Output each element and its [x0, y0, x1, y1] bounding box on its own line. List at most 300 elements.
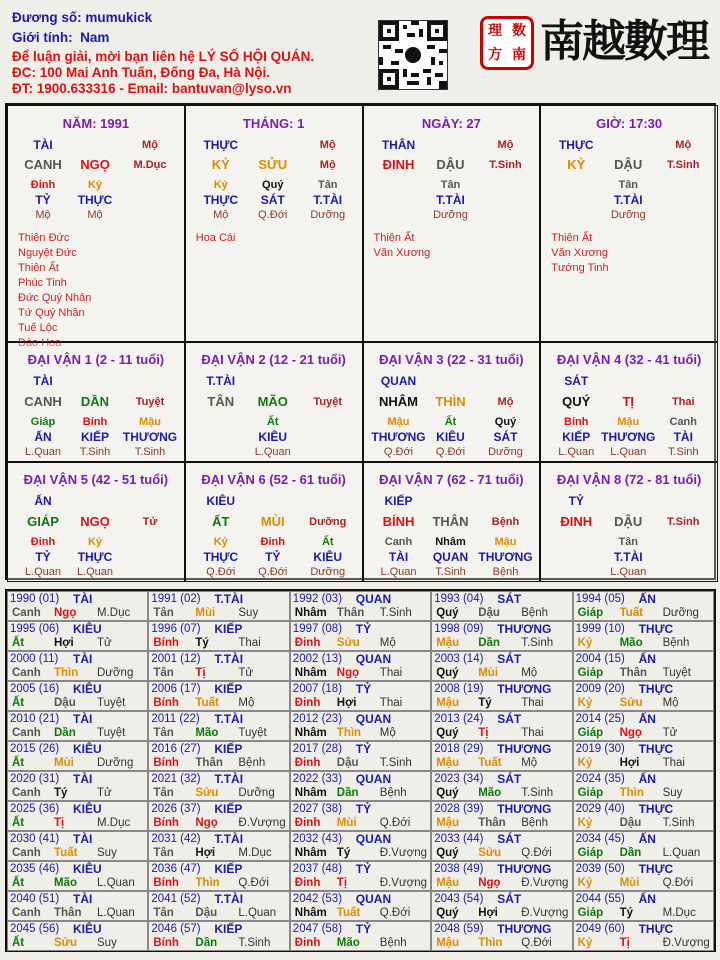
year-stem: Giáp [577, 727, 604, 739]
year-cell [573, 771, 714, 801]
year-stem: Kỷ [577, 877, 593, 889]
pillar-star: Hoa Cái [195, 232, 236, 244]
year-label: 2022 (33) [292, 773, 343, 785]
year-ten-god: THỰC [638, 802, 674, 816]
year-label: 2020 (31) [10, 773, 60, 785]
hidden-ten-god: THỰC [203, 193, 239, 207]
year-ten-god: TÀI [73, 712, 93, 726]
year-cell [431, 861, 572, 891]
luck-title: ĐẠI VẬN 5 (42 - 51 tuổi) [23, 472, 169, 487]
year-stage: Đ.Vượng [379, 877, 427, 889]
year-stem: Giáp [577, 847, 604, 859]
year-label: 1995 (06) [10, 623, 60, 635]
pillar-1 [7, 105, 185, 349]
year-label: 2036 (47) [151, 863, 201, 875]
year-stem: Mậu [436, 757, 460, 769]
year-stem: Mậu [436, 697, 460, 709]
year-label: 2003 (14) [434, 653, 484, 665]
year-ten-god: TỶ [355, 682, 372, 696]
hidden-stem: Mậu [617, 416, 640, 428]
year-ten-god: QUAN [355, 712, 392, 726]
pillar-4 [540, 105, 718, 342]
luck-stem: GIÁP [27, 514, 59, 529]
hidden-stem: Quý [262, 179, 284, 191]
hidden-stage: L.Quan [610, 566, 647, 578]
year-branch: Tị [478, 727, 489, 739]
year-stem: Giáp [577, 787, 604, 799]
year-ten-god: THƯƠNG [497, 922, 552, 936]
year-stage: Mộ [379, 727, 396, 739]
luck-pillar-7 [363, 462, 541, 582]
year-branch: Sửu [336, 637, 360, 649]
year-branch: Tị [336, 877, 348, 889]
year-branch: Mùi [478, 667, 498, 679]
year-branch: Tuất [336, 907, 361, 919]
luck-ten-god: SÁT [564, 374, 589, 388]
contact-line: Để luận giải, mời bạn liên hệ LÝ SỐ HỘI QUÁN. [12, 49, 315, 64]
year-stem: Giáp [577, 667, 604, 679]
year-cell [7, 621, 148, 651]
year-label: 2030 (41) [10, 833, 60, 845]
pillar-2 [185, 105, 363, 342]
hidden-stem: Kỷ [87, 536, 103, 548]
year-branch: Tý [336, 847, 351, 859]
year-stage: Q.Đới [238, 877, 269, 889]
year-ten-god: ẤN [638, 772, 656, 786]
year-ten-god: TÀI [73, 892, 93, 906]
year-label: 2028 (39) [434, 803, 484, 815]
year-ten-god: ẤN [638, 592, 656, 606]
year-cell [431, 921, 572, 951]
year-ten-god: THỰC [638, 862, 674, 876]
hidden-stem: Ất [321, 536, 334, 548]
year-cell [148, 741, 289, 771]
year-stem: Quý [436, 607, 459, 619]
hidden-stage: T.Sinh [79, 446, 111, 458]
year-ten-god: TÀI [73, 832, 93, 846]
year-branch: Mùi [619, 877, 640, 889]
pillar-star: Tuế Lộc [18, 322, 58, 334]
year-stem: Canh [12, 907, 41, 919]
luck-pillar-3 [363, 342, 541, 462]
year-stage: Mộ [521, 667, 538, 679]
luck-ten-god: ẤN [34, 494, 52, 508]
pillar-title: NGÀY: 27 [421, 116, 481, 131]
pillar-branch: DẬU [614, 157, 643, 172]
year-stem: Đinh [294, 757, 321, 769]
luck-pillar-2 [185, 342, 363, 462]
year-stage: T.Sinh [662, 817, 695, 829]
year-cell [7, 711, 148, 741]
hidden-ten-god: SÁT [260, 193, 285, 207]
year-ten-god: KIẾP [214, 742, 243, 756]
hidden-stem: Tân [440, 179, 461, 191]
luck-stem: CANH [24, 394, 62, 409]
hidden-stem: Giáp [30, 416, 56, 428]
year-label: 2027 (38) [292, 803, 343, 815]
pillar-ten-god: THỰC [558, 138, 594, 152]
year-stem: Bính [153, 757, 179, 769]
year-label: 1994 (05) [575, 593, 625, 605]
year-cell [148, 681, 289, 711]
pillar-stem: ĐINH [382, 157, 415, 172]
year-cell [573, 621, 714, 651]
year-ten-god: TỶ [355, 922, 372, 936]
hidden-stage: L.Quan [254, 446, 291, 458]
hidden-stage: L.Quan [610, 446, 647, 458]
pillar-ten-god: THÂN [381, 138, 416, 152]
year-label: 2018 (29) [434, 743, 484, 755]
year-cell [148, 591, 289, 621]
brand-logo: 南越數理 [540, 16, 708, 67]
luck-stage: Tử [142, 516, 158, 528]
hidden-ten-god: KIẾP [80, 430, 109, 444]
hidden-stem: Mậu [139, 416, 161, 428]
year-cell [573, 861, 714, 891]
year-stage: Tuyệt [97, 727, 126, 739]
year-ten-god: KIẾP [214, 622, 243, 636]
hidden-ten-god: THƯƠNG [478, 550, 533, 564]
year-stage: Thai [662, 757, 685, 769]
pillar-stem: KỶ [567, 157, 586, 172]
year-cell [7, 771, 148, 801]
year-cell [290, 801, 431, 831]
year-stem: Nhâm [294, 667, 327, 679]
year-branch: Sửu [54, 937, 78, 949]
luck-stem: ẤT [212, 514, 230, 529]
year-stem: Kỷ [577, 697, 593, 709]
pillar-star: Thiên Ất [18, 262, 59, 274]
hidden-stage: Q.Đới [258, 566, 288, 578]
pillar-3 [363, 105, 541, 342]
year-stem: Tân [153, 907, 174, 919]
luck-branch: MÃO [257, 394, 288, 409]
year-label: 2034 (45) [575, 833, 625, 845]
year-cell [290, 711, 431, 741]
year-ten-god: KIÊU [73, 622, 102, 636]
hidden-stem: Bính [564, 416, 589, 428]
hidden-ten-god: THƯƠNG [371, 430, 426, 444]
qr-code [378, 20, 448, 90]
hidden-stem: Đinh [30, 179, 56, 191]
year-stage: M.Dục [97, 817, 131, 829]
year-ten-god: THƯƠNG [497, 622, 552, 636]
year-stage: Suy [97, 847, 117, 859]
year-ten-god: KIÊU [73, 802, 102, 816]
year-cell [431, 831, 572, 861]
year-ten-god: KIẾP [214, 862, 243, 876]
year-ten-god: THƯƠNG [497, 802, 552, 816]
year-label: 2011 (22) [151, 713, 200, 725]
year-label: 2041 (52) [151, 893, 201, 905]
year-label: 1992 (03) [292, 593, 343, 605]
year-stem: Canh [12, 607, 41, 619]
year-label: 2000 (11) [10, 653, 59, 665]
year-stage: Mộ [662, 697, 679, 709]
year-ten-god: SÁT [497, 892, 522, 906]
year-stem: Quý [436, 907, 459, 919]
year-label: 2033 (44) [434, 833, 484, 845]
year-branch: Tý [195, 637, 209, 649]
hidden-stem: Đinh [30, 536, 56, 548]
hidden-ten-god: THƯƠNG [601, 430, 656, 444]
year-branch: Thìn [478, 937, 503, 949]
hidden-ten-god: TỶ [35, 550, 51, 564]
gender-label: Giới tính: [12, 30, 73, 45]
year-cell [573, 651, 714, 681]
owner-value: mumukick [85, 10, 153, 25]
year-stage: Q.Đới [662, 877, 694, 889]
year-ten-god: TÀI [73, 592, 93, 606]
year-branch: Thân [619, 667, 648, 679]
hidden-stage: Q.Đới [435, 446, 466, 458]
pillar-stage: Mộ [319, 159, 336, 171]
luck-stage: Thai [671, 396, 695, 408]
year-cell [573, 741, 714, 771]
year-ten-god: KIẾP [214, 802, 243, 816]
year-cell [148, 831, 289, 861]
luck-pillar-4 [540, 342, 718, 462]
gender-value: Nam [80, 30, 110, 45]
year-stage: Thai [379, 667, 403, 679]
luck-branch: DẬU [614, 514, 643, 529]
luck-pillar-6 [185, 462, 363, 582]
year-cell [290, 651, 431, 681]
year-branch: Tý [478, 697, 492, 709]
luck-branch: NGỌ [80, 514, 110, 529]
pillar-star: Tứ Quý Nhân [18, 307, 85, 319]
year-stage: Dưỡng [97, 757, 134, 769]
year-stem: Đinh [294, 877, 321, 889]
hidden-stem: Mậu [387, 416, 410, 428]
year-stage: Tuyệt [238, 727, 267, 739]
year-label: 2047 (58) [292, 923, 343, 935]
year-stem: Quý [436, 847, 459, 859]
year-stage: Q.Đới [379, 907, 411, 919]
year-label: 2043 (54) [434, 893, 484, 905]
hidden-ten-god: KIẾP [562, 430, 591, 444]
year-cell [7, 681, 148, 711]
year-ten-god: QUAN [355, 652, 392, 666]
year-branch: Thân [336, 607, 365, 619]
hidden-stem: Canh [384, 536, 413, 548]
year-ten-god: KIÊU [73, 922, 102, 936]
year-stem: Ất [12, 817, 25, 829]
luck-ten-god: T.TÀI [206, 374, 236, 388]
year-label: 1993 (04) [434, 593, 484, 605]
hidden-stage: Dưỡng [488, 446, 523, 458]
luck-stage: Mộ [497, 396, 514, 408]
year-ten-god: ẤN [638, 892, 656, 906]
seal-glyph: 南 [512, 47, 526, 63]
hidden-stage: Bệnh [492, 566, 519, 578]
year-stem: Mậu [436, 817, 460, 829]
year-branch: Sửu [195, 787, 219, 799]
luck-title: ĐẠI VẬN 8 (72 - 81 tuổi) [556, 472, 702, 487]
luck-stem: QUÝ [562, 394, 591, 409]
year-stem: Ất [12, 877, 25, 889]
year-stage: Đ.Vượng [521, 907, 569, 919]
year-ten-god: TÀI [73, 652, 93, 666]
year-branch: Sửu [619, 697, 643, 709]
year-cell [431, 771, 572, 801]
pillar-ten-god-extra: Mộ [142, 139, 158, 151]
year-branch: Tý [54, 787, 68, 799]
year-branch: Sửu [478, 847, 502, 859]
hidden-ten-god: TỶ [265, 550, 281, 564]
seal-glyph: 方 [488, 47, 502, 63]
pillar-star: Tướng Tinh [551, 262, 609, 274]
year-cell [148, 921, 289, 951]
year-stem: Quý [436, 667, 459, 679]
year-branch: Thìn [619, 787, 644, 799]
year-label: 2026 (37) [151, 803, 201, 815]
year-label: 1991 (02) [151, 593, 201, 605]
year-branch: Ngọ [336, 667, 360, 679]
year-ten-god: KIẾP [214, 922, 243, 936]
hidden-stage: Mộ [35, 209, 51, 221]
luck-ten-god: QUAN [380, 374, 417, 388]
pillar-star: Đức Quý Nhân [18, 292, 92, 304]
year-label: 2005 (16) [10, 683, 60, 695]
luck-stage: Tuyệt [313, 396, 343, 408]
year-cell [431, 651, 572, 681]
year-stem: Đinh [294, 637, 321, 649]
year-ten-god: THỰC [638, 622, 674, 636]
year-cell [148, 891, 289, 921]
year-branch: Tị [619, 937, 630, 949]
pillar-star: Văn Xương [373, 247, 431, 259]
hidden-stem: Nhâm [435, 536, 466, 548]
year-stage: L.Quan [238, 907, 277, 919]
hidden-stem: Tân [317, 179, 338, 191]
year-stem: Kỷ [577, 757, 593, 769]
year-cell [7, 891, 148, 921]
year-label: 2019 (30) [575, 743, 625, 755]
hidden-stage: Q.Đới [383, 446, 414, 458]
year-stage: Thai [238, 637, 261, 649]
year-stage: Bệnh [238, 757, 266, 769]
year-branch: Thìn [336, 727, 362, 739]
hidden-stem: Mậu [494, 536, 517, 548]
year-cell [290, 831, 431, 861]
year-cell [7, 591, 148, 621]
pillar-stage: T.Sinh [489, 159, 522, 171]
year-cell [573, 801, 714, 831]
year-branch: Thân [195, 757, 223, 769]
year-stage: Thai [521, 727, 544, 739]
year-stem: Canh [12, 667, 41, 679]
year-stage: Q.Đới [379, 817, 411, 829]
hidden-stem: Đinh [260, 536, 285, 548]
luck-branch: TỊ [622, 394, 635, 409]
year-stage: T.Sinh [521, 637, 554, 649]
year-stage: Tuyệt [97, 697, 126, 709]
year-branch: Thân [54, 907, 82, 919]
year-cell [7, 651, 148, 681]
year-label: 1998 (09) [434, 623, 484, 635]
hidden-stage: Dưỡng [610, 209, 646, 221]
year-stage: T.Sinh [379, 757, 412, 769]
year-stage: Thai [521, 697, 544, 709]
year-label: 2012 (23) [292, 713, 343, 725]
year-cell [290, 621, 431, 651]
hidden-stage: L.Quan [24, 446, 62, 458]
year-branch: Dần [195, 937, 218, 949]
hidden-stem: Tân [618, 536, 639, 548]
pillar-star: Văn Xương [551, 247, 609, 259]
year-ten-god: TỶ [355, 862, 372, 876]
pillar-star: Phúc Tinh [18, 277, 67, 289]
year-branch: Tuất [619, 607, 644, 619]
year-cell [431, 801, 572, 831]
year-branch: Mão [478, 787, 502, 799]
year-branch: Mùi [54, 757, 74, 769]
year-branch: Ngọ [619, 727, 642, 739]
year-stem: Mậu [436, 637, 460, 649]
year-cell [7, 801, 148, 831]
year-ten-god: KIẾP [214, 682, 243, 696]
year-label: 2006 (17) [151, 683, 201, 695]
year-branch: Dậu [619, 817, 642, 829]
year-stem: Nhâm [294, 847, 327, 859]
year-branch: Mùi [336, 817, 357, 829]
seal-stamp [480, 16, 534, 70]
year-stage: Mộ [238, 697, 255, 709]
year-stage: Đ.Vượng [662, 937, 710, 949]
year-ten-god: T.TÀI [214, 772, 244, 786]
year-stage: Tử [662, 727, 678, 739]
year-ten-god: KIÊU [73, 682, 102, 696]
year-ten-god: ẤN [638, 652, 656, 666]
year-cell [7, 921, 148, 951]
year-cell [148, 651, 289, 681]
luck-pillar-1 [7, 342, 185, 462]
year-ten-god: KIÊU [73, 742, 102, 756]
year-stage: Bệnh [379, 937, 407, 949]
annual-luck-table [5, 589, 716, 952]
year-stem: Giáp [577, 907, 604, 919]
year-ten-god: T.TÀI [214, 592, 244, 606]
hidden-stem: Bính [82, 416, 108, 428]
luck-branch: MÙI [260, 514, 285, 529]
pillar-star: Thiên Ất [551, 232, 593, 244]
year-stem: Canh [12, 787, 41, 799]
year-ten-god: THƯƠNG [497, 862, 552, 876]
luck-ten-god: TỶ [568, 494, 584, 508]
year-label: 2048 (59) [434, 923, 484, 935]
year-branch: Dần [336, 787, 359, 799]
year-branch: Hợi [478, 907, 498, 919]
hidden-stem: Canh [669, 416, 697, 428]
year-stem: Tân [153, 607, 174, 619]
pillar-star: Nguyệt Đức [18, 247, 77, 259]
pillar-branch: DẬU [436, 157, 465, 172]
year-branch: Dậu [478, 607, 500, 619]
year-cell [290, 591, 431, 621]
year-ten-god: QUAN [355, 892, 392, 906]
year-label: 2001 (12) [151, 653, 201, 665]
year-stage: T.Sinh [238, 937, 271, 949]
seal-glyph: 数 [512, 23, 526, 39]
year-label: 1990 (01) [10, 593, 60, 605]
year-cell [290, 741, 431, 771]
gender-line [12, 30, 109, 46]
year-cell [290, 771, 431, 801]
year-stage: L.Quan [97, 877, 135, 889]
year-label: 2037 (48) [292, 863, 343, 875]
hidden-stage: L.Quan [24, 566, 62, 578]
